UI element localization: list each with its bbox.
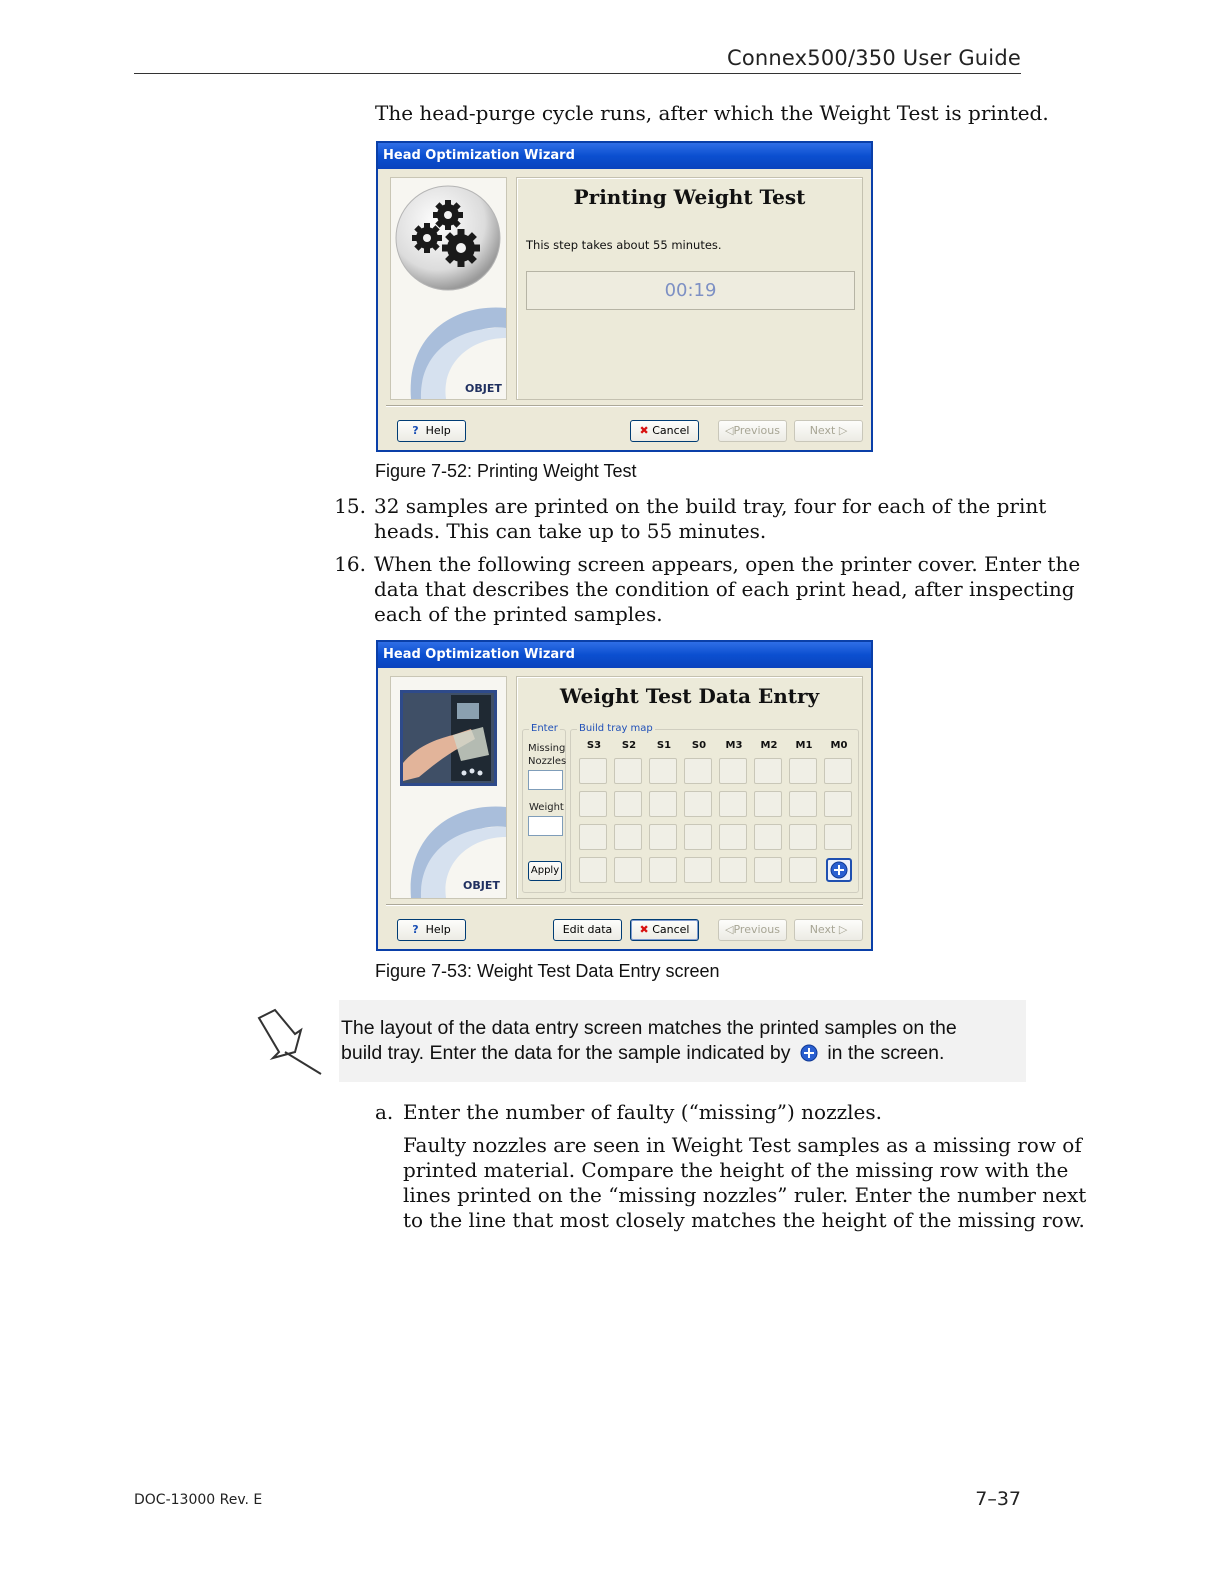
intro-paragraph: The head-purge cycle runs, after which the Weight Test is printed. — [375, 101, 1049, 125]
panel-title: Weight Test Data Entry — [559, 684, 820, 708]
previous-button[interactable]: ◁Previous — [718, 420, 787, 442]
weight-label: Weight — [529, 802, 564, 813]
sample-cell-s3-row-4[interactable] — [579, 857, 607, 883]
pushpin-icon — [255, 1008, 327, 1078]
sample-cell-m1-row-1[interactable] — [789, 758, 817, 784]
dialog-title-bar: Head Optimization Wizard — [378, 143, 871, 169]
sample-cell-m1-row-2[interactable] — [789, 791, 817, 817]
next-button[interactable]: Next ▷ — [794, 919, 863, 941]
sample-cell-s0-row-1[interactable] — [684, 758, 712, 784]
sample-cell-m3-row-2[interactable] — [719, 791, 747, 817]
button-separator — [386, 405, 863, 407]
note-line-1: The layout of the data entry screen matches the printed samples on the — [341, 1017, 957, 1039]
dialog-title-bar: Head Optimization Wizard — [378, 642, 871, 668]
sample-cell-s2-row-1[interactable] — [614, 758, 642, 784]
sample-cell-s1-row-3[interactable] — [649, 824, 677, 850]
sample-cell-m3-row-4[interactable] — [719, 857, 747, 883]
content-panel — [516, 177, 863, 400]
wizard-image-panel — [390, 676, 507, 899]
button-separator — [386, 904, 863, 906]
substep-a-text: Enter the number of faulty (“missing”) nozzles. — [403, 1100, 882, 1124]
printing-weight-test-dialog — [376, 141, 873, 452]
substep-a-paragraph: Faulty nozzles are seen in Weight Test samples as a missing row of printed material. Compare the height of the missing row with the lines printed on the “missing nozzles” ruler. Enter the number next to the line that most closely matches the height of the missing row. — [403, 1133, 1087, 1232]
sample-photo — [391, 677, 506, 898]
note-line-2: build tray. Enter the data for the sample indicated by in the screen. — [341, 1042, 945, 1064]
figure-7-52-caption: Figure 7-52: Printing Weight Test — [375, 461, 637, 481]
sample-cell-s0-row-3[interactable] — [684, 824, 712, 850]
column-header-m0: M0 — [830, 740, 848, 751]
cancel-button[interactable]: ✖ Cancel — [630, 420, 699, 442]
sample-cell-m0-row-3[interactable] — [824, 824, 852, 850]
weight-input[interactable] — [528, 816, 563, 836]
enter-group-label: Enter — [531, 723, 558, 734]
missing-nozzles-input[interactable] — [528, 770, 563, 790]
column-header-m2: M2 — [760, 740, 778, 751]
sample-cell-m0-row-1[interactable] — [824, 758, 852, 784]
elapsed-timer: 00:19 — [526, 271, 855, 310]
column-header-s0: S0 — [691, 740, 707, 751]
sample-cell-s1-row-1[interactable] — [649, 758, 677, 784]
sample-cell-m2-row-4[interactable] — [754, 857, 782, 883]
panel-title: Printing Weight Test — [573, 185, 806, 209]
objet-logo: OBJET — [465, 382, 502, 395]
sample-cell-m3-row-3[interactable] — [719, 824, 747, 850]
content-panel — [516, 676, 863, 899]
sample-cell-s1-row-2[interactable] — [649, 791, 677, 817]
sample-cell-s0-row-2[interactable] — [684, 791, 712, 817]
substep-a-label: a. — [375, 1100, 394, 1124]
sample-cell-m1-row-3[interactable] — [789, 824, 817, 850]
next-button[interactable]: Next ▷ — [794, 420, 863, 442]
objet-logo: OBJET — [463, 879, 500, 892]
sample-cell-s3-row-2[interactable] — [579, 791, 607, 817]
sample-cell-m1-row-4[interactable] — [789, 857, 817, 883]
plus-circle-icon — [799, 1043, 819, 1063]
sample-cell-m2-row-1[interactable] — [754, 758, 782, 784]
sample-cell-m2-row-3[interactable] — [754, 824, 782, 850]
header-rule — [134, 73, 1021, 74]
gears-icon — [391, 178, 506, 399]
sample-cell-s0-row-4[interactable] — [684, 857, 712, 883]
wizard-image-panel — [390, 177, 507, 400]
note-box — [339, 1000, 1026, 1082]
selected-sample-cell[interactable] — [826, 858, 852, 882]
sample-cell-m2-row-2[interactable] — [754, 791, 782, 817]
sample-cell-s2-row-3[interactable] — [614, 824, 642, 850]
column-header-s1: S1 — [656, 740, 672, 751]
plus-circle-icon — [828, 860, 850, 880]
apply-button[interactable]: Apply — [528, 861, 562, 881]
column-header-s3: S3 — [586, 740, 602, 751]
sample-cell-s3-row-3[interactable] — [579, 824, 607, 850]
cancel-button[interactable]: ✖ Cancel — [630, 919, 699, 941]
column-header-m1: M1 — [795, 740, 813, 751]
previous-button[interactable]: ◁Previous — [718, 919, 787, 941]
build-tray-map-label: Build tray map — [579, 723, 653, 734]
footer-doc-number: DOC-13000 Rev. E — [134, 1492, 263, 1508]
column-header-m3: M3 — [725, 740, 743, 751]
column-header-s2: S2 — [621, 740, 637, 751]
figure-7-53-caption: Figure 7-53: Weight Test Data Entry screen — [375, 961, 720, 981]
missing-nozzles-label-1: Missing — [528, 743, 566, 754]
weight-test-data-entry-dialog — [376, 640, 873, 951]
sample-cell-s3-row-1[interactable] — [579, 758, 607, 784]
step-duration-text: This step takes about 55 minutes. — [526, 238, 722, 252]
help-button[interactable]: ? Help — [397, 420, 466, 442]
missing-nozzles-label-2: Nozzles — [528, 756, 567, 767]
help-button[interactable]: ? Help — [397, 919, 466, 941]
sample-cell-m3-row-1[interactable] — [719, 758, 747, 784]
edit-data-button[interactable]: Edit data — [553, 919, 622, 941]
sample-cell-m0-row-2[interactable] — [824, 791, 852, 817]
sample-cell-s1-row-4[interactable] — [649, 857, 677, 883]
sample-cell-s2-row-4[interactable] — [614, 857, 642, 883]
sample-cell-s2-row-2[interactable] — [614, 791, 642, 817]
running-header-title: Connex500/350 User Guide — [726, 46, 1021, 70]
footer-page-number: 7–37 — [975, 1488, 1021, 1510]
